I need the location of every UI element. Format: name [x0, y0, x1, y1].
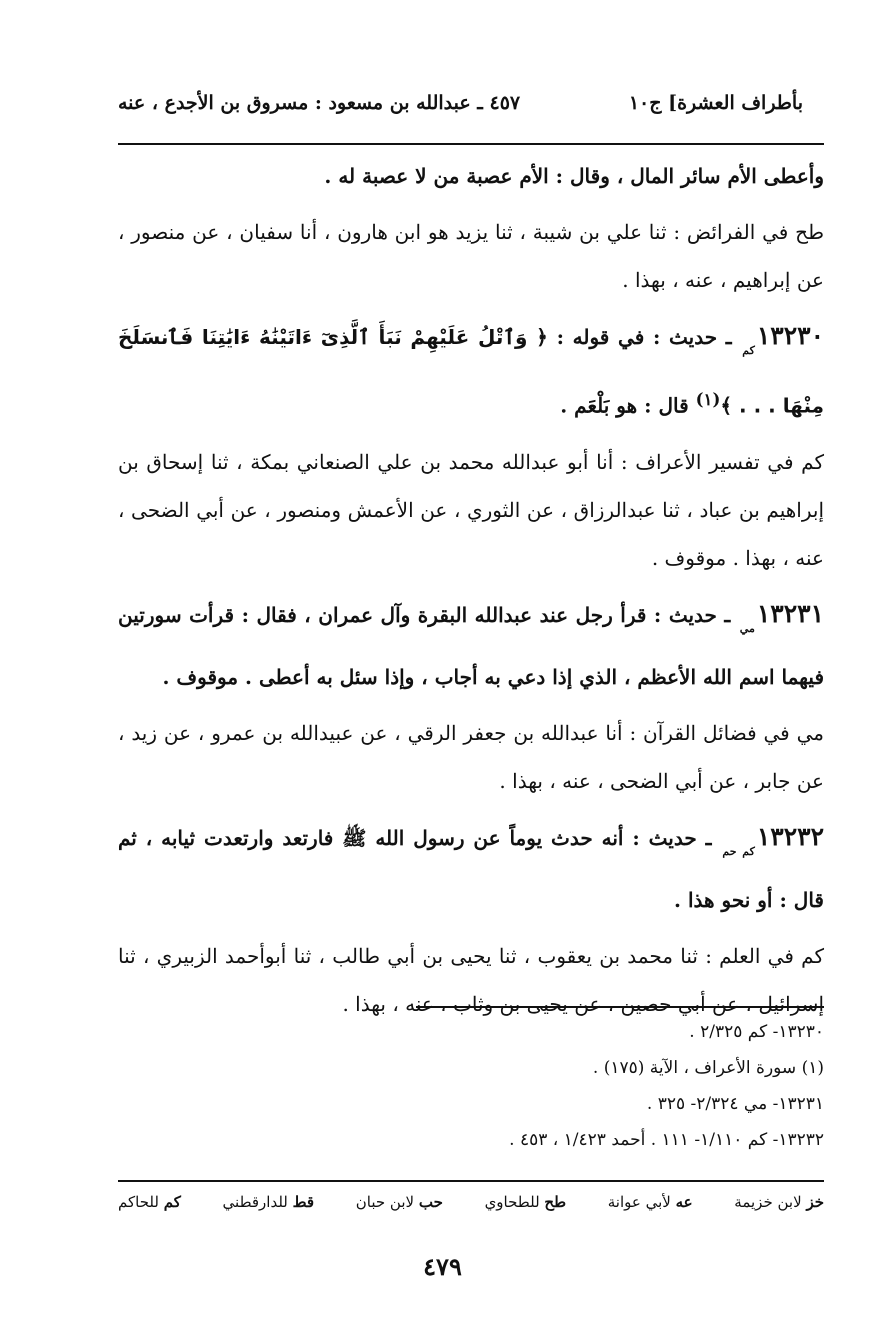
paragraph-chain-hakim-ilm: كم في العلم : ثنا محمد بن يعقوب ، ثنا يحيى بن أبي طالب ، ثنا أبوأحمد الزبيري ، ثنا إسرائيل ، عن أبي حصين ، عن يحيى بن وثاب ، عنه ، بهذا .	[118, 943, 824, 1016]
footnote-rule	[416, 1006, 824, 1008]
hadith-text: ـ حديث : قرأ رجل عند عبدالله البقرة وآل عمران ، فقال : قرأت سورتين فيهما اسم الله الأعظم ، الذي إذا دعي به أجاب ، وإذا سئل به أعطى . موقوف .	[118, 602, 824, 689]
abbr-item: عه لأبي عوانة	[607, 1193, 693, 1211]
footnote-ref: (١)	[695, 389, 721, 409]
hadith-sigla: كم	[742, 344, 755, 357]
hadith-sigla: مي	[739, 621, 755, 635]
hadith-text: ـ حديث : أنه حدث يوماً عن رسول الله ﷺ فارتعد وارتعدت ثيابه ، ثم قال : أو نحو هذا .	[118, 825, 824, 912]
footnote-line: ١٣٢٣١- مي ٢/٣٢٤- ٣٢٥ .	[646, 1094, 824, 1114]
paragraph-chain-darimi: مي في فضائل القرآن : أنا عبدالله بن جعفر الرقي ، عن عبيدالله بن عمرو ، عن زيد ، عن جابر ، عن أبي الضحى ، عنه ، بهذا .	[118, 720, 824, 793]
footnotes	[364, 1014, 824, 1158]
paragraph-chain-hakim: كم في تفسير الأعراف : أنا أبو عبدالله محمد بن علي الصنعاني بمكة ، ثنا إسحاق بن إبراهيم بن عباد ، ثنا عبدالرزاق ، عن الثوري ، عن الأعمش ومنصور ، عن أبي الضحى ، عنه ، بهذا . موقوف .	[118, 449, 824, 570]
abbr-item: قط للدارقطني	[222, 1193, 315, 1211]
running-header	[118, 84, 803, 124]
page-number: ٤٧٩	[423, 1252, 462, 1281]
quran-verse: ﴿ وَٱتْلُ عَلَيْهِمْ نَبَأَ ٱلَّذِىٓ ءَاتَيْنَٰهُ ءَايَٰتِنَا فَٱنسَلَخَ مِنْهَا . . . ﴾	[118, 325, 824, 418]
paragraph-chain-tahawi: طح في الفرائض : ثنا علي بن شيبة ، ثنا يزيد هو ابن هارون ، أنا سفيان ، عن منصور ، عن إبراهيم ، عنه ، بهذا .	[118, 220, 824, 292]
abbr-item: حب لابن حبان	[355, 1193, 443, 1211]
footer-rule	[118, 1180, 824, 1182]
hadith-number: ١٣٢٣١	[756, 598, 824, 628]
header-volume-title: بأطراف العشرة] ج١٠	[628, 92, 803, 114]
header-rule	[118, 143, 824, 145]
header-chapter-title: ٤٥٧ ـ عبدالله بن مسعود : مسروق بن الأجدع ، عنه	[118, 92, 521, 114]
hadith-13232	[118, 813, 824, 924]
abbr-item: طح للطحاوي	[484, 1193, 567, 1211]
hadith-13231	[118, 590, 824, 701]
hadith-number: ١٣٢٣٠	[756, 321, 824, 350]
paragraph-continuation: وأعطى الأم سائر المال ، وقال : الأم عصبة من لا عصبة له .	[324, 164, 824, 188]
hadith-text: قال : هو بَلْعَم .	[560, 393, 689, 418]
hadith-13230	[118, 312, 824, 430]
footnote-line: (١) سورة الأعراف ، الآية (١٧٥) .	[592, 1058, 824, 1078]
footnote-line: ١٣٢٣٠- كم ٢/٣٢٥ .	[689, 1022, 824, 1042]
main-text	[118, 152, 824, 1036]
abbreviation-key	[118, 1193, 824, 1211]
hadith-label: ـ حديث : في قوله :	[556, 325, 732, 349]
hadith-number: ١٣٢٣٢	[756, 821, 824, 851]
footnote-line: ١٣٢٣٢- كم ١/١١٠- ١١١ . أحمد ١/٤٢٣ ، ٤٥٣ .	[509, 1130, 824, 1150]
hadith-sigla: كم حم	[722, 844, 755, 858]
abbr-item: خز لابن خزيمة	[734, 1193, 824, 1211]
abbr-item: كم للحاكم	[118, 1193, 181, 1211]
